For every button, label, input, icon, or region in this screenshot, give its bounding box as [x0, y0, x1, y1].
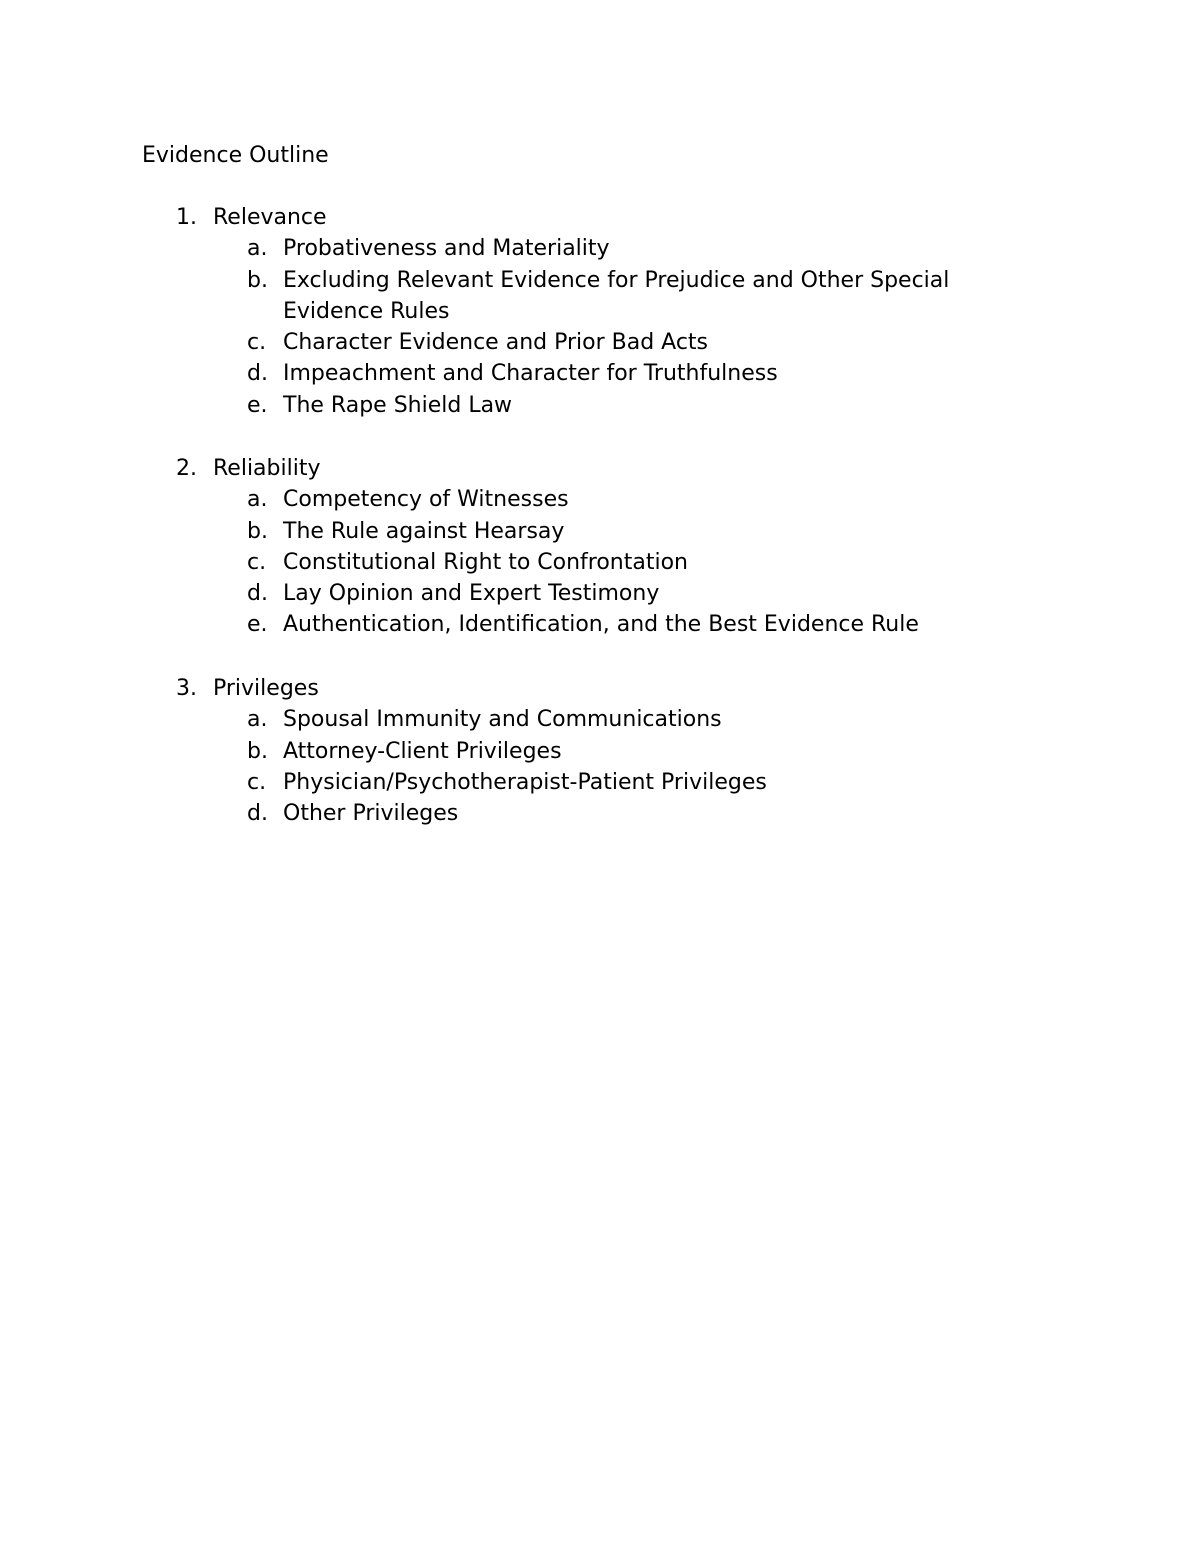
item-text: Lay Opinion and Expert Testimony [283, 581, 660, 607]
item-letter: d. [247, 581, 268, 607]
list-item [0, 233, 1200, 264]
list-item [0, 484, 1200, 515]
list-item [0, 736, 1200, 767]
item-text: Competency of Witnesses [283, 487, 569, 513]
item-letter: d. [247, 361, 268, 387]
item-letter: b. [247, 518, 268, 544]
item-letter: c. [247, 330, 267, 356]
item-letter: c. [247, 769, 267, 795]
list-item [0, 767, 1200, 798]
item-text: Attorney-Client Privileges [283, 738, 562, 764]
item-letter: e. [247, 392, 268, 418]
list-item [0, 390, 1200, 421]
list-item [0, 547, 1200, 578]
item-letter: b. [247, 738, 268, 764]
section-label: Reliability [213, 456, 321, 481]
item-text: Constitutional Right to Confrontation [283, 549, 688, 575]
item-text: The Rule against Hearsay [283, 518, 565, 544]
outline-section-relevance [0, 202, 1200, 421]
item-letter: a. [247, 487, 268, 513]
list-item [0, 798, 1200, 829]
list-item [0, 516, 1200, 547]
section-heading [0, 673, 1200, 704]
section-number: 2. [176, 456, 197, 481]
section-heading [0, 453, 1200, 484]
outline-section-reliability [0, 453, 1200, 641]
section-heading [0, 202, 1200, 233]
item-text: Other Privileges [283, 801, 459, 827]
item-letter: d. [247, 801, 268, 827]
list-item [0, 358, 1200, 389]
item-letter: e. [247, 612, 268, 638]
item-text: Physician/Psychotherapist-Patient Privileges [283, 769, 767, 795]
item-letter: a. [247, 707, 268, 733]
subtopic-list [0, 233, 1200, 421]
item-text: Probativeness and Materiality [283, 236, 610, 262]
item-letter: a. [247, 236, 268, 262]
outline-section-privileges [0, 673, 1200, 829]
section-label: Relevance [213, 205, 327, 230]
section-number: 3. [176, 676, 197, 701]
document-title: Evidence Outline [142, 143, 329, 168]
item-text: Authentication, Identification, and the Best Evidence Rule [283, 612, 919, 638]
item-text: Excluding Relevant Evidence for Prejudice and Other Special Evidence Rules [283, 267, 950, 324]
item-letter: c. [247, 549, 267, 575]
item-letter: b. [247, 267, 268, 293]
item-text: Character Evidence and Prior Bad Acts [283, 330, 709, 356]
section-number: 1. [176, 205, 197, 230]
list-item [0, 265, 1200, 328]
list-item [0, 609, 1200, 640]
item-text: Spousal Immunity and Communications [283, 707, 722, 733]
section-label: Privileges [213, 676, 319, 701]
list-item [0, 327, 1200, 358]
subtopic-list [0, 484, 1200, 640]
subtopic-list [0, 704, 1200, 829]
item-text: Impeachment and Character for Truthfulness [283, 361, 778, 387]
list-item [0, 704, 1200, 735]
item-text: The Rape Shield Law [283, 392, 513, 418]
list-item [0, 578, 1200, 609]
